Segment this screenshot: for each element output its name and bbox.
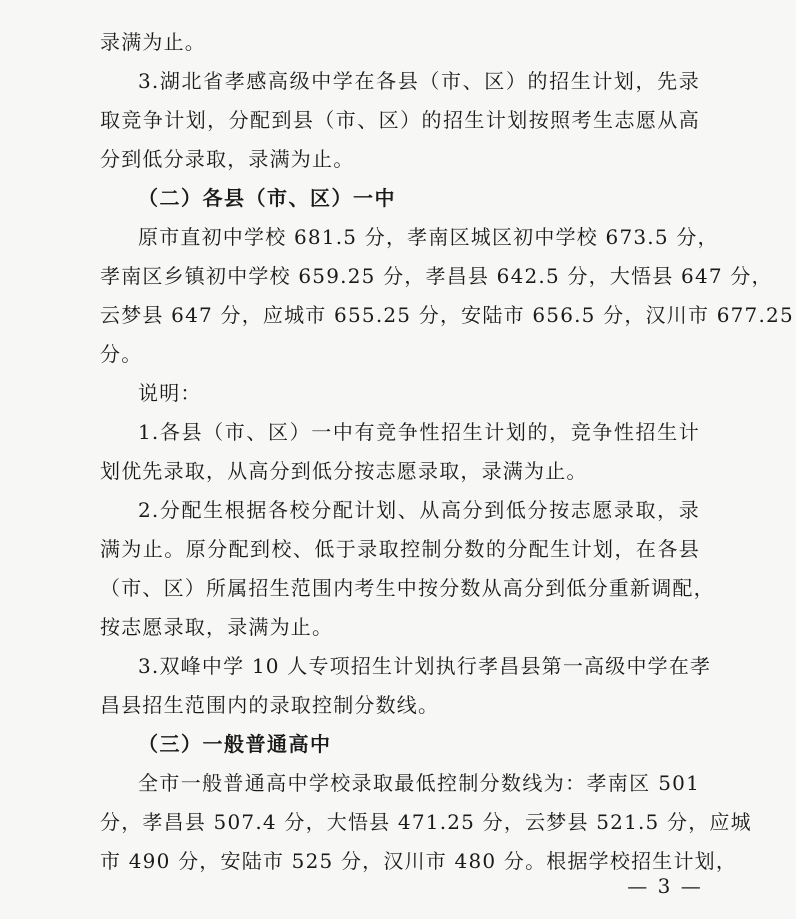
text-line-1: 录满为止。 xyxy=(100,30,206,54)
text-line-20: 全市一般普通高中学校录取最低控制分数线为：孝南区 501 xyxy=(138,771,700,795)
text-line-21: 分，孝昌县 507.4 分，大悟县 471.25 分，云梦县 521.5 分，应城 xyxy=(100,810,752,834)
text-line-15: （市、区）所属招生范围内考生中按分数从高分到低分重新调配， xyxy=(100,576,715,600)
text-line-6: 原市直初中学校 681.5 分，孝南区城区初中学校 673.5 分， xyxy=(138,225,719,249)
text-line-16: 按志愿录取，录满为止。 xyxy=(100,615,334,639)
text-line-12: 划优先录取，从高分到低分按志愿录取，录满为止。 xyxy=(100,459,588,483)
section-heading-2: （二）各县（市、区）一中 xyxy=(138,186,396,210)
text-line-3: 取竞争计划，分配到县（市、区）的招生计划按照考生志愿从高 xyxy=(100,108,700,132)
text-line-13: 2.分配生根据各校分配计划、从高分到低分按志愿录取，录 xyxy=(138,498,700,522)
text-line-4: 分到低分录取，录满为止。 xyxy=(100,147,355,171)
text-line-7: 孝南区乡镇初中学校 659.25 分，孝昌县 642.5 分，大悟县 647 分， xyxy=(100,264,773,288)
section-heading-3: （三）一般普通高中 xyxy=(138,732,332,756)
note-label: 说明： xyxy=(138,381,202,405)
text-line-9: 分。 xyxy=(100,342,143,366)
text-line-18: 昌县招生范围内的录取控制分数线。 xyxy=(100,693,440,717)
text-line-2: 3.湖北省孝感高级中学在各县（市、区）的招生计划，先录 xyxy=(138,69,700,93)
text-line-8: 云梦县 647 分，应城市 655.25 分，安陆市 656.5 分，汉川市 677.25 xyxy=(100,303,794,327)
text-line-17: 3.双峰中学 10 人专项招生计划执行孝昌县第一高级中学在孝 xyxy=(138,654,712,678)
text-line-11: 1.各县（市、区）一中有竞争性招生计划的，竞争性招生计 xyxy=(138,420,700,444)
page-number: — 3 — xyxy=(627,874,703,898)
text-line-22: 市 490 分，安陆市 525 分，汉川市 480 分。根据学校招生计划， xyxy=(100,849,738,873)
text-line-14: 满为止。原分配到校、低于录取控制分数的分配生计划，在各县 xyxy=(100,537,700,561)
